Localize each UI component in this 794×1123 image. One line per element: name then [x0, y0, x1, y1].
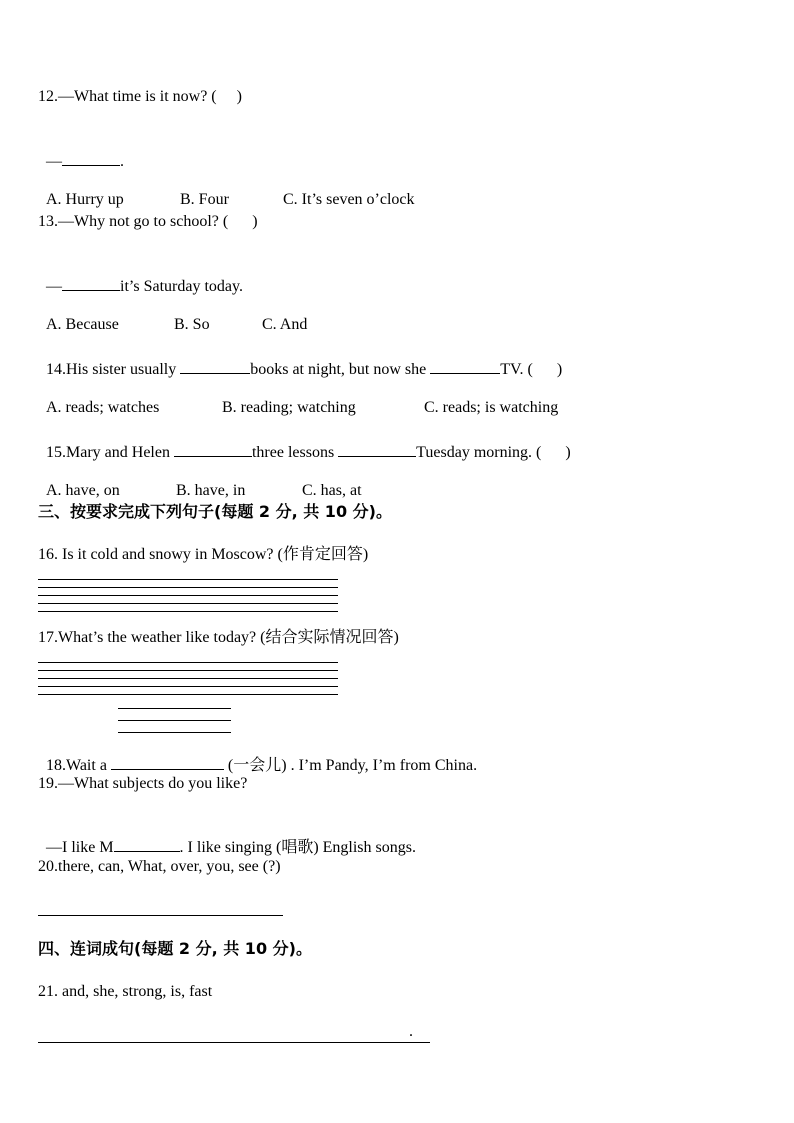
q12-options: [38, 170, 415, 210]
q19-answer-text-2: . I like singing (唱歌) English songs.: [179, 839, 416, 856]
q21-question: 21. and, she, strong, is, fast: [38, 983, 213, 1000]
section-3-title: 三、按要求完成下列句子(每题 2 分, 共 10 分)。: [38, 502, 392, 521]
q12-answer-line: [38, 129, 124, 172]
q20-answer-rule[interactable]: [38, 915, 283, 916]
q14-question: [38, 337, 562, 380]
q14-blank-1[interactable]: [180, 357, 250, 374]
q21-answer-rule[interactable]: [38, 1042, 430, 1043]
q13-question: 13.—Why not go to school? ( ): [38, 213, 258, 230]
q18-text-2: (一会儿) . I’m Pandy, I’m from China.: [223, 757, 478, 774]
q14-option-a[interactable]: A. reads; watches: [46, 399, 160, 416]
q20-question: 20.there, can, What, over, you, see (?): [38, 858, 281, 875]
q16-answer-rule-4[interactable]: [38, 603, 338, 604]
q14-text-2: books at night, but now she: [250, 361, 431, 378]
q19-blank[interactable]: [114, 835, 180, 852]
q12-option-a[interactable]: A. Hurry up: [46, 191, 124, 208]
q13-answer-line: [38, 254, 243, 297]
q12-option-c[interactable]: C. It’s seven o’clock: [283, 191, 415, 208]
q15-option-a[interactable]: A. have, on: [46, 482, 120, 499]
q16-answer-rule-2[interactable]: [38, 587, 338, 588]
q17-question: 17.What’s the weather like today? (结合实际情况回答): [38, 629, 399, 646]
q14-option-b[interactable]: B. reading; watching: [222, 399, 356, 416]
q15-text-2: three lessons: [251, 444, 339, 461]
q12-option-b[interactable]: B. Four: [180, 191, 229, 208]
q14-text-1: 14.His sister usually: [46, 361, 181, 378]
q15-option-b[interactable]: B. have, in: [176, 482, 246, 499]
q12-answer-suffix: .: [120, 153, 124, 170]
q17-answer-rule-5[interactable]: [38, 694, 338, 695]
q13-option-b[interactable]: B. So: [174, 316, 210, 333]
q16-question: 16. Is it cold and snowy in Moscow? (作肯定回答): [38, 546, 369, 563]
q19-answer-line: [38, 815, 416, 858]
q14-text-3: TV. ( ): [500, 361, 563, 378]
q13-option-c[interactable]: C. And: [262, 316, 308, 333]
q13-answer-blank[interactable]: [62, 274, 120, 291]
q15-question: [38, 420, 571, 463]
q13-options: [38, 295, 307, 335]
q12-question: 12.—What time is it now? ( ): [38, 88, 242, 105]
q16-answer-rule-5[interactable]: [38, 611, 338, 612]
q21-end-period: .: [409, 1023, 413, 1040]
q19-answer-text-1: —I like M: [46, 839, 114, 856]
q13-option-a[interactable]: A. Because: [46, 316, 119, 333]
q18-text-1: 18.Wait a: [46, 757, 111, 774]
q13-answer-suffix: it’s Saturday today.: [120, 278, 243, 295]
q17-answer-rule-3[interactable]: [38, 678, 338, 679]
q14-option-c[interactable]: C. reads; is watching: [424, 399, 559, 416]
q15-options: [38, 461, 362, 501]
section-4-title: 四、连词成句(每题 2 分, 共 10 分)。: [38, 939, 312, 958]
q15-blank-1[interactable]: [174, 440, 252, 457]
q15-text-1: 15.Mary and Helen: [46, 444, 174, 461]
q18-stack-rule-1: [118, 708, 231, 709]
q15-option-c[interactable]: C. has, at: [302, 482, 362, 499]
q17-answer-rule-2[interactable]: [38, 670, 338, 671]
q16-answer-rule-1[interactable]: [38, 579, 338, 580]
q17-answer-rule-1[interactable]: [38, 662, 338, 663]
q18-blank[interactable]: [111, 753, 224, 770]
q13-answer-prefix: —: [46, 278, 62, 295]
q19-question: 19.—What subjects do you like?: [38, 775, 248, 792]
q12-answer-blank[interactable]: [62, 149, 120, 166]
q18-question: [38, 733, 477, 776]
q12-answer-prefix: —: [46, 153, 62, 170]
q14-options: [38, 378, 558, 418]
q15-blank-2[interactable]: [338, 440, 416, 457]
q16-answer-rule-3[interactable]: [38, 595, 338, 596]
q14-blank-2[interactable]: [430, 357, 500, 374]
q15-text-3: Tuesday morning. ( ): [416, 444, 571, 461]
q17-answer-rule-4[interactable]: [38, 686, 338, 687]
q18-stack-rule-2: [118, 720, 231, 721]
